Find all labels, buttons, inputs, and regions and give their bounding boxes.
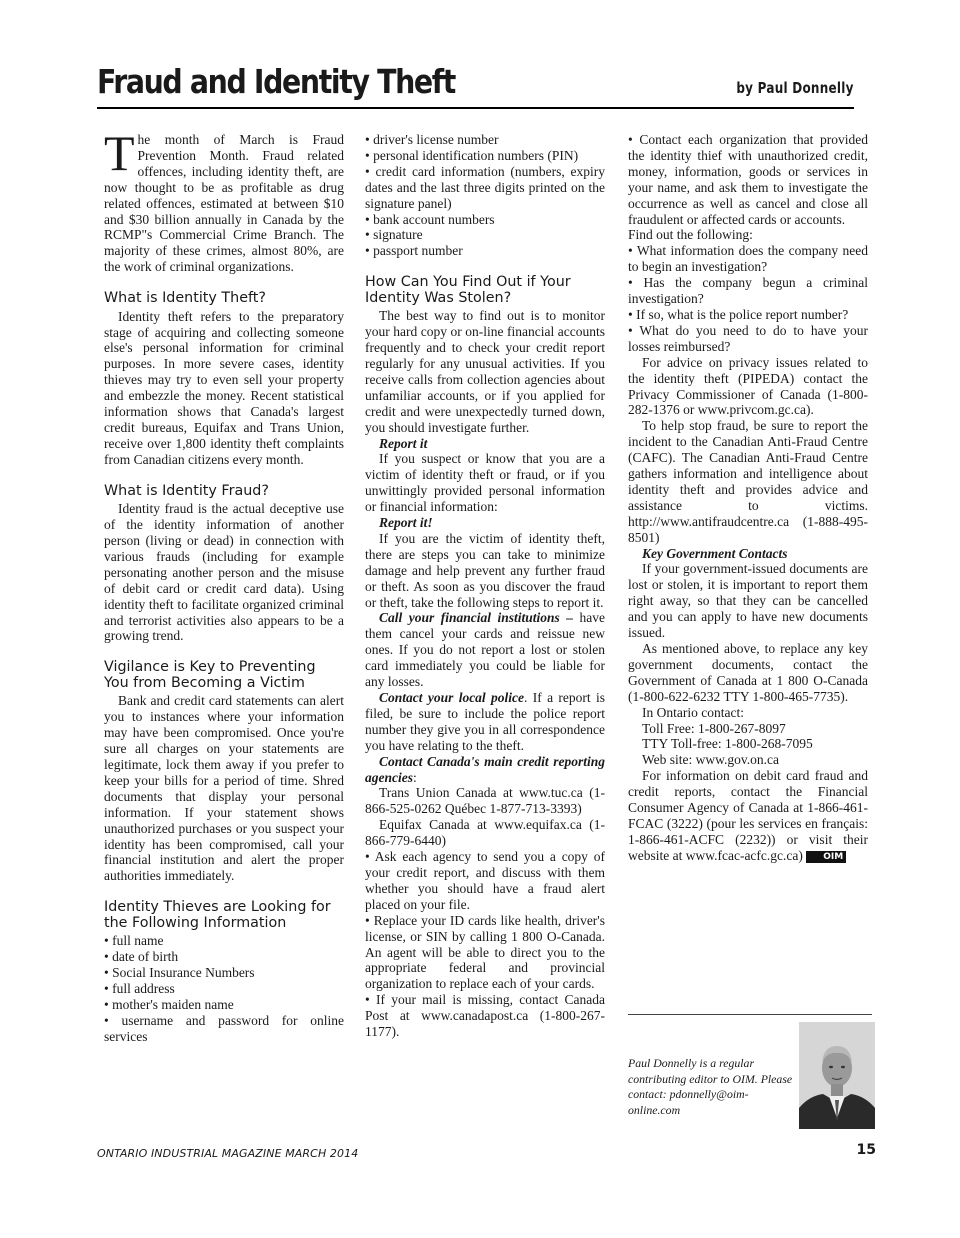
oim-end-mark: OIM: [806, 851, 846, 863]
list-item: • full address: [104, 980, 175, 996]
author-bio: Paul Donnelly is a regular contributing editor to OIM. Please contact: pdonnelly@oim-online.com: [628, 1056, 793, 1117]
debit-fraud-text: For information on debit card fraud and credit reports, contact the Financial Consumer Agency of Canada at 1-866-461-FCAC (3222) (pour les services en français: 1-866-461-ACFC (2232)) or visit their website at www.fcac-acfc.gc.ca): [628, 768, 868, 863]
paragraph-suspect: If you suspect or know that you are a victim of identity theft or fraud, or if you unwittingly provided personal information or financial information:: [365, 451, 605, 515]
question-item: • What information does the company need to begin an investigation?: [628, 243, 868, 275]
contact-police-label: Contact your local police: [379, 690, 525, 705]
contact-police-text: . If a report is filed, be sure to include the police report number they give you in all correspondence you have relating to the theft.: [365, 690, 605, 753]
heading-thieves-looking: Identity Thieves are Looking for the Following Information: [104, 899, 331, 931]
paragraph-call-financial: [365, 610, 605, 690]
author-photo: [799, 1022, 875, 1129]
heading-identity-fraud: What is Identity Fraud?: [104, 482, 269, 499]
footer-magazine-issue: ONTARIO INDUSTRIAL MAGAZINE MARCH 2014: [97, 1147, 359, 1160]
column-1: [104, 125, 344, 1045]
paragraph-privacy: For advice on privacy issues related to the identity theft (PIPEDA) contact the Privacy Commissioner of Canada (1-800-282-1376 or www.privcom.gc.ca).: [628, 354, 868, 418]
bullet-ask-agency: • Ask each agency to send you a copy of your credit report, and discuss with them whether you should have a fraud alert placed on your file.: [365, 849, 605, 912]
column-3: [628, 132, 868, 864]
column-2: [365, 132, 605, 1040]
subheading-key-government: Key Government Contacts: [642, 545, 788, 561]
drop-cap: T: [104, 125, 135, 181]
bullet-replace-id: • Replace your ID cards like health, driver's license, or SIN by calling 1 800 O-Canada. An agent will be able to direct you to the appropriate federal and provincial organization to replace each of your cards.: [365, 912, 605, 992]
list-item: • username and password for online services: [104, 1012, 344, 1044]
intro-paragraph: [104, 125, 344, 275]
paragraph-identity-theft: Identity theft refers to the preparatory stage of acquiring and collecting someone else's personal information for criminal purposes. In more severe cases, identity thieves may try to even sell your property and embezzle the money. Recent statistical information shows that Canada's largest credit bureaus, Equifax and Trans Union, receive over 1,800 identity theft complaints from Canadian citizens every month.: [104, 308, 344, 467]
paragraph-victim: If you are the victim of identity theft, there are steps you can take to minimize damage and help prevent any further fraud or theft. As soon as you discover the fraud or theft, take the following steps to report it.: [365, 530, 605, 610]
list-item: • Social Insurance Numbers: [104, 965, 255, 981]
ontario-contact-label: In Ontario contact:: [642, 704, 744, 720]
question-item: • Has the company begun a criminal investigation?: [628, 275, 868, 307]
question-item: • What do you need to do to have your losses reimbursed?: [628, 322, 868, 354]
list-item: • date of birth: [104, 949, 179, 965]
paragraph-identity-fraud: Identity fraud is the actual deceptive use of the identity information of another person (living or dead) in connection with various frauds (including for example personating another person and the misuse of debit card or credit card data). Using identity theft to facilitate organized criminal and terrorist activities also appears to be a growing trend.: [104, 501, 344, 644]
website-line: Web site: www.gov.on.ca: [642, 752, 780, 768]
page-number: 15: [856, 1142, 876, 1158]
paragraph-contact-credit: [365, 754, 605, 786]
toll-free-line: Toll Free: 1-800-267-8097: [642, 720, 786, 736]
paragraph-mentioned-above: As mentioned above, to replace any key government documents, contact the Government of Canada at 1 800 O-Canada (1-800-622-6232 TTY 1-800-465-7735).: [628, 641, 868, 704]
paragraph-vigilance: Bank and credit card statements can alert you to instances where your information may have been compromised. Once you're sure all charges on your statements are legitimate, lock them away if you prefer to keep your bills for a period of time. Shred documents that display your personal information. If your statement shows unauthorized purchases or you suspect your identity has been compromised, call your financial institution and alert the proper authorities immediately.: [104, 693, 344, 884]
question-item: • If so, what is the police report number?: [628, 306, 849, 322]
list-item: • full name: [104, 933, 164, 949]
list-item: • signature: [365, 227, 423, 243]
author-divider: [628, 1014, 872, 1015]
intro-text: he month of March is Fraud Prevention Month. Fraud related offences, including identity theft, are now thought to be as profitable as drug related offences, estimated at between $10 and $30 billion annually in Canada by the RCMP"s Commercial Crime Branch. The majority of these crimes, almost 80%, are the work of criminal organizations.: [104, 132, 344, 275]
title-rule: [97, 107, 854, 109]
list-item: • personal identification numbers (PIN): [365, 147, 579, 163]
subheading-report-it-2: Report it!: [379, 515, 433, 531]
subheading-report-it: Report it: [379, 435, 428, 451]
call-financial-text: have them cancel your cards and reissue new ones. If you do not report a lost or stolen card immediately you could be liable for any losses.: [365, 610, 605, 690]
paragraph-equifax: Equifax Canada at www.equifax.ca (1-866-779-6440): [365, 817, 605, 849]
list-item: • driver's license number: [365, 132, 499, 147]
call-financial-label: Call your financial institutions –: [379, 610, 574, 626]
list-item: • passport number: [365, 243, 463, 259]
contact-credit-label: Contact Canada's main credit reporting agencies: [365, 753, 605, 785]
author-portrait-icon: [799, 1022, 875, 1129]
paragraph-find-out: The best way to find out is to monitor your hard copy or on-line financial accounts frequently and to check your credit report regularly for any unusual activities. If you receive calls from collection agencies about unfamiliar accounts, or if you applied for credit and were unexpectedly turned down, you should investigate further.: [365, 308, 605, 435]
heading-how-find-out: How Can You Find Out if Your Identity Was Stolen?: [365, 274, 571, 306]
paragraph-contact-police: [365, 690, 605, 754]
paragraph-transunion: Trans Union Canada at www.tuc.ca (1-866-525-0262 Québec 1-877-713-3393): [365, 785, 605, 817]
find-out-label: Find out the following:: [628, 227, 753, 243]
list-item: • mother's maiden name: [104, 996, 234, 1012]
heading-vigilance: Vigilance is Key to Preventing You from Becoming a Victim: [104, 659, 316, 691]
bullet-mail-missing: • If your mail is missing, contact Canada Post at www.canadapost.ca (1-800-267-1177).: [365, 992, 605, 1040]
paragraph-stop-fraud: To help stop fraud, be sure to report the incident to the Canadian Anti-Fraud Centre (CAFC). The Canadian Anti-Fraud Centre gathers information and intelligence about identity theft and provides advice and assistance to victims. http://www.antifraudcentre.ca (1-888-495-8501): [628, 418, 868, 545]
byline: by Paul Donnelly: [736, 79, 854, 97]
article-title: Fraud and Identity Theft: [97, 62, 455, 101]
bullet-contact-org: • Contact each organization that provided the identity thief with unauthorized credit, money, information, goods or services in your name, and ask them to investigate the occurrence as well as cancel and close all fraudulent or affected cards or accounts.: [628, 132, 868, 227]
list-item: • bank account numbers: [365, 211, 495, 227]
list-item: • credit card information (numbers, expiry dates and the last three digits printed on the signature panel): [365, 163, 605, 211]
paragraph-government-docs: If your government-issued documents are lost or stolen, it is important to report them right away, so that they can be cancelled and you can apply to have new documents issued.: [628, 561, 868, 641]
contact-credit-colon: :: [413, 769, 417, 785]
heading-identity-theft: What is Identity Theft?: [104, 290, 266, 307]
tty-line: TTY Toll-free: 1-800-268-7095: [642, 736, 813, 752]
paragraph-debit-fraud: [628, 768, 868, 863]
